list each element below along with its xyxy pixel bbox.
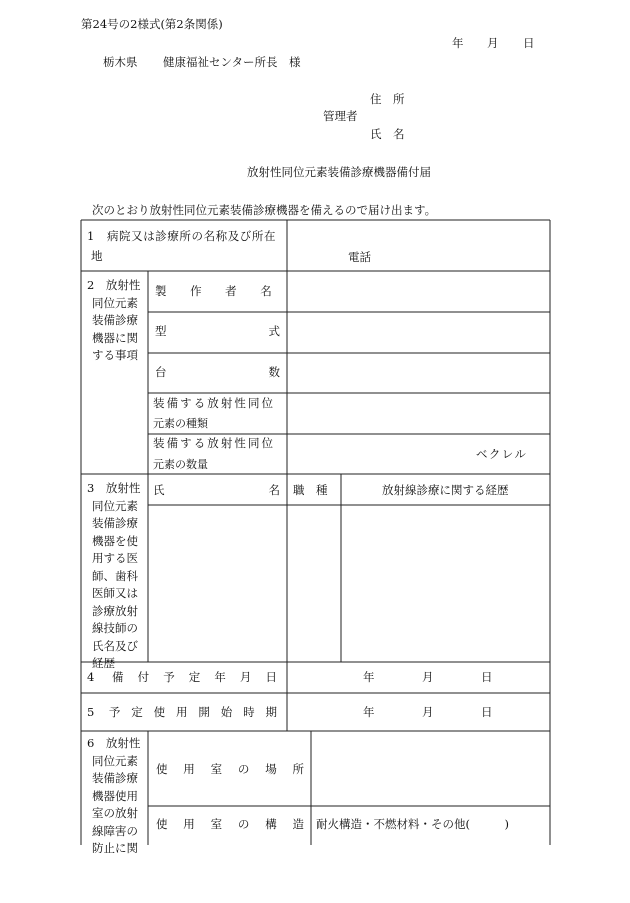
row3-label-line: 機器を使 [92, 533, 138, 548]
row6-room-structure-text: 使用室の構造 [156, 817, 304, 831]
row5-year-label: 年 [363, 705, 375, 719]
row3-col-name-text: 氏名 [153, 483, 280, 497]
row3-label-line: 3 放射性 [87, 481, 141, 495]
row4-label-text: 4 備付予定年月日 [87, 670, 277, 684]
document-title: 放射性同位元素装備診療機器備付届 [247, 165, 431, 179]
row2-becquerel-unit: ベクレル [476, 447, 528, 461]
row1-label-line1: 1 病院又は診療所の名称及び所在 [87, 229, 277, 243]
row6-structure-options: 耐火構造・不燃材料・その他( ) [316, 817, 509, 831]
row6-label-line: 室の放射 [92, 806, 138, 820]
row2-label-line: する事項 [92, 348, 138, 362]
row4-year-label: 年 [363, 670, 375, 684]
row3-label-line: 医師又は [92, 586, 138, 600]
row5-day-label: 日 [481, 705, 493, 719]
addressee-prefecture: 栃木県 [103, 55, 138, 69]
row1-phone-label: 電話 [348, 250, 371, 264]
row3-label-line: 氏名及び [92, 638, 138, 653]
row3-label-line: 装備診療 [92, 516, 138, 530]
row3-label-line: 経歴 [92, 656, 115, 670]
addressee-honorific: 様 [289, 55, 301, 69]
row2-count-label [155, 367, 280, 379]
row5-label [87, 707, 277, 719]
date-day-label: 日 [523, 36, 535, 50]
applicant-manager-label: 管理者 [323, 109, 358, 123]
date-year-label: 年 [452, 36, 464, 50]
form-number: 第24号の2様式(第2条関係) [81, 17, 223, 31]
row2-label-line: 装備診療 [92, 313, 138, 327]
row2-label-line: 同位元素 [92, 295, 138, 310]
row2-label-line: 2 放射性 [87, 278, 141, 292]
row6-label-line: 同位元素 [92, 753, 138, 768]
row4-month-label: 月 [422, 670, 434, 684]
row3-label [87, 480, 147, 673]
applicant-name-label: 氏 名 [370, 127, 405, 141]
row3-label-line: 用する医 [92, 551, 138, 565]
row2-maker-label: 製作者名 [155, 284, 296, 298]
row5-label-text: 5 予定使用開始時期 [87, 705, 277, 719]
row6-label [87, 735, 147, 858]
row3-label-line: 同位元素 [92, 498, 138, 513]
row3-label-line: 師、歯科 [92, 568, 138, 583]
row2-isotope-qty-line1: 装備する放射性同位 [153, 436, 276, 450]
row6-room-structure-label [156, 819, 304, 831]
row2-isotope-kind-line2: 元素の種類 [153, 417, 208, 430]
row2-label-line: 機器に関 [92, 330, 138, 345]
row6-room-location-label [156, 764, 304, 776]
row2-isotope-qty-line2: 元素の数量 [153, 458, 208, 471]
row2-model-label [155, 326, 280, 338]
row6-label-line: 6 放射性 [87, 736, 141, 750]
row3-col-job-header: 職 種 [293, 483, 328, 497]
row6-label-line: 装備診療 [92, 771, 138, 785]
row2-isotope-kind-line1: 装備する放射性同位 [153, 396, 276, 410]
row3-col-name-header [153, 485, 280, 497]
row6-label-line: 防止に関 [92, 841, 138, 855]
row2-model-text: 型 式 [155, 324, 280, 338]
row6-label-line: 機器使用 [92, 788, 138, 803]
intro-text: 次のとおり放射性同位元素装備診療機器を備えるので届け出ます。 [92, 203, 437, 217]
row1-label-line2: 地 [91, 249, 103, 263]
addressee-office: 健康福祉センター所長 [163, 55, 278, 69]
row5-month-label: 月 [422, 705, 434, 719]
row3-label-line: 診療放射 [92, 603, 138, 618]
row6-room-location-text: 使用室の場所 [156, 762, 304, 776]
row2-count-text: 台 数 [155, 365, 280, 379]
row2-label [87, 277, 147, 365]
row6-label-line: 線障害の [92, 823, 138, 838]
date-month-label: 月 [487, 36, 499, 50]
row4-day-label: 日 [481, 670, 493, 684]
row4-label [87, 672, 277, 684]
row3-col-career-header: 放射線診療に関する経歴 [382, 483, 509, 497]
applicant-address-label: 住 所 [370, 92, 405, 106]
row3-label-line: 線技師の [92, 621, 138, 635]
